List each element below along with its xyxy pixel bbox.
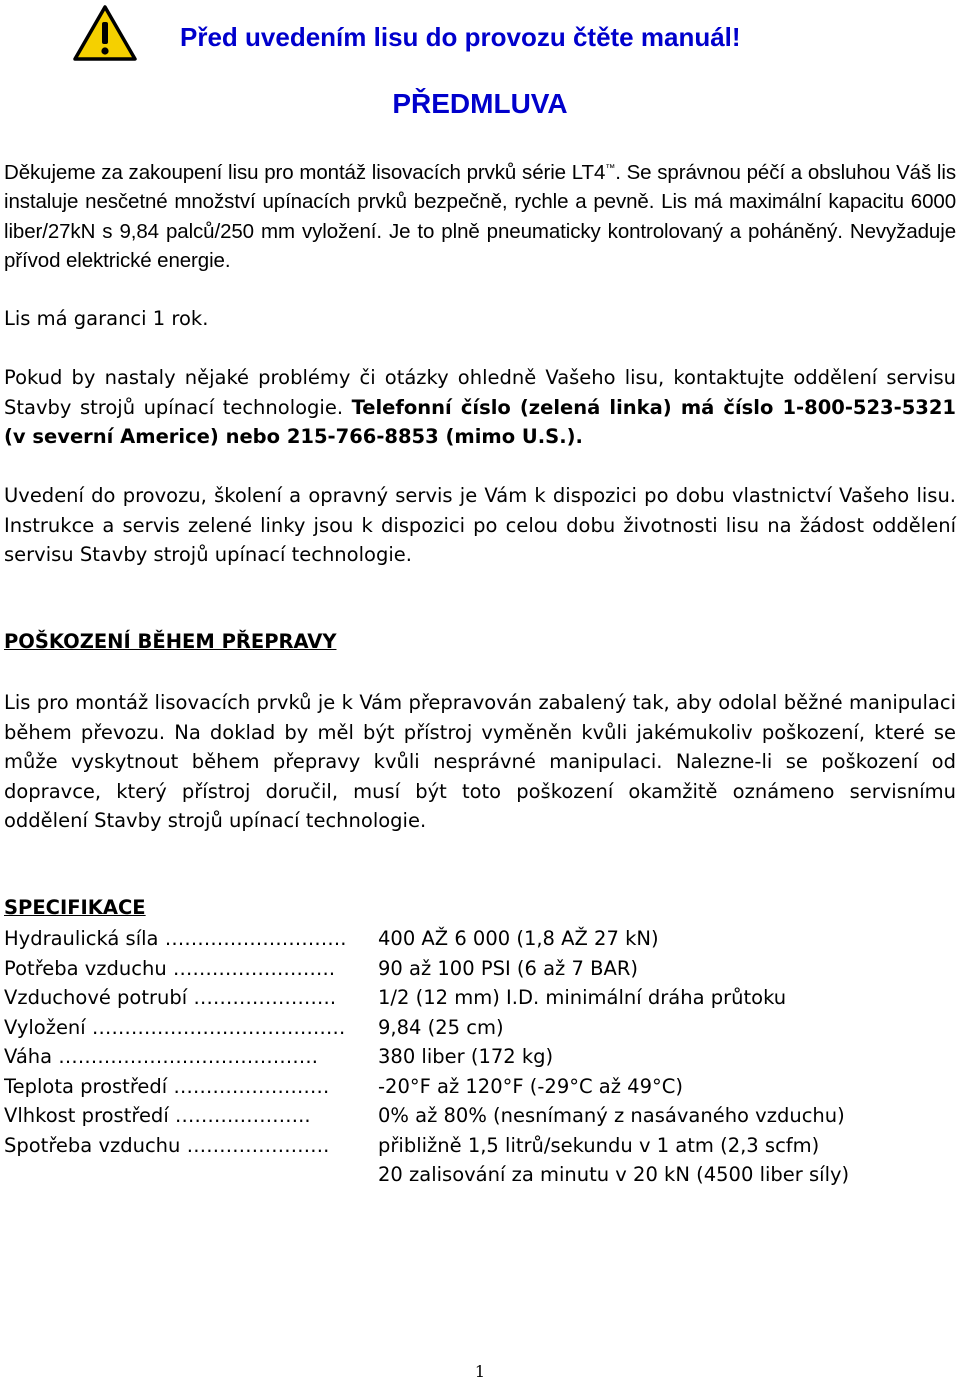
specs-heading: SPECIFIKACE (4, 896, 146, 919)
spec-row (4, 1101, 944, 1131)
spec-value: 9,84 (25 cm) (378, 1015, 504, 1039)
preface-heading: PŘEDMLUVA (392, 88, 568, 119)
spec-value: 90 až 100 PSI (6 až 7 BAR) (378, 956, 638, 980)
intro-text-rest: . Se správnou péčí a obsluhou Váš lis instaluje nesčetné množství upínacích prvků bezpečně, rychle a pevně. Lis má maximální kapacitu 6000 liber/27kN s 9,84 palců/250 mm vyložení. Je to plně pneumaticky kontrolovaný a poháněný. Nevyžaduje přívod elektrické energie. (4, 160, 956, 273)
spec-label: Teplota prostředí …………………… (4, 1074, 330, 1098)
specs-table (4, 924, 944, 1190)
spec-label (4, 1160, 378, 1190)
spec-value: 1/2 (12 mm) I.D. minimální dráha průtoku (378, 986, 787, 1009)
page-number: 1 (474, 1362, 486, 1381)
page-header (72, 0, 960, 80)
warning-title: Před uvedením lisu do provozu čtěte manuál! (180, 22, 741, 52)
spec-row (4, 924, 944, 954)
spec-row (4, 954, 944, 984)
contact-paragraph (4, 363, 956, 452)
spec-row (4, 1042, 944, 1072)
spec-row (4, 1160, 944, 1190)
spec-row (4, 1013, 944, 1043)
spec-value: -20°F až 120°F (-29°C až 49°C) (378, 1074, 683, 1098)
warranty-paragraph: Lis má garanci 1 rok. (4, 307, 209, 330)
warning-triangle-icon (72, 4, 138, 62)
service-paragraph: Uvedení do provozu, školení a opravný servis je Vám k dispozici po dobu vlastnictví Vašeho lisu. Instrukce a servis zelené linky jsou k dispozici po celou dobu životnosti lisu na žádost oddělení servisu Stavby strojů upínací technologie. (4, 484, 956, 566)
spec-value: 20 zalisování za minutu v 20 kN (4500 liber síly) (378, 1163, 850, 1186)
spec-value: 0% až 80% (nesnímaný z nasávaného vzduchu) (378, 1104, 845, 1127)
trademark-symbol: ™ (605, 163, 616, 174)
intro-text-start: Děkujeme za zakoupení lisu pro montáž lisovacích prvků série LT4 (4, 160, 606, 184)
damage-paragraph: Lis pro montáž lisovacích prvků je k Vám přepravován zabalený tak, aby odolal běžné manipulaci během převozu. Na doklad by měl být přístroj vyměněn kvůli jakémukoliv poškození, které se může vyskytnout během přepravy kvůli nesprávné manipulaci. Nalezne-li se poškození od dopravce, který přístroj doručil, musí být toto poškození okamžitě oznámeno servisnímu oddělení Stavby strojů upínací technologie. (4, 691, 956, 832)
spec-row (4, 1131, 944, 1161)
spec-value: 380 liber (172 kg) (378, 1045, 554, 1068)
spec-label: Hydraulická síla ………………………. (4, 927, 347, 950)
damage-heading: POŠKOZENÍ BĚHEM PŘEPRAVY (4, 630, 337, 653)
preface-intro-paragraph (4, 154, 956, 276)
spec-value: 400 AŽ 6 000 (1,8 AŽ 27 kN) (378, 927, 659, 950)
spec-row (4, 983, 944, 1013)
spec-label: Vzduchové potrubí …………………. (4, 986, 337, 1009)
spec-label: Váha …………………………………. (4, 1045, 318, 1068)
spec-label: Potřeba vzduchu ……………………. (4, 956, 336, 980)
spec-label: Spotřeba vzduchu …………………. (4, 1133, 330, 1157)
spec-row (4, 1072, 944, 1102)
spec-label: Vlhkost prostředí ……….……….. (4, 1104, 311, 1127)
contact-phone-text: Telefonní číslo (zelená linka) má číslo 1-800-523-5321 (v severní Americe) nebo 215-766-8853 (mimo U.S.). (4, 395, 956, 448)
spec-label: Vyložení ………………………………… (4, 1015, 346, 1039)
spec-value: přibližně 1,5 litrů/sekundu v 1 atm (2,3 scfm) (378, 1133, 820, 1157)
contact-text: Pokud by nastaly nějaké problémy či otázky ohledně Vašeho lisu, kontaktujte oddělení servisu Stavby strojů upínací technologie. (4, 366, 956, 419)
